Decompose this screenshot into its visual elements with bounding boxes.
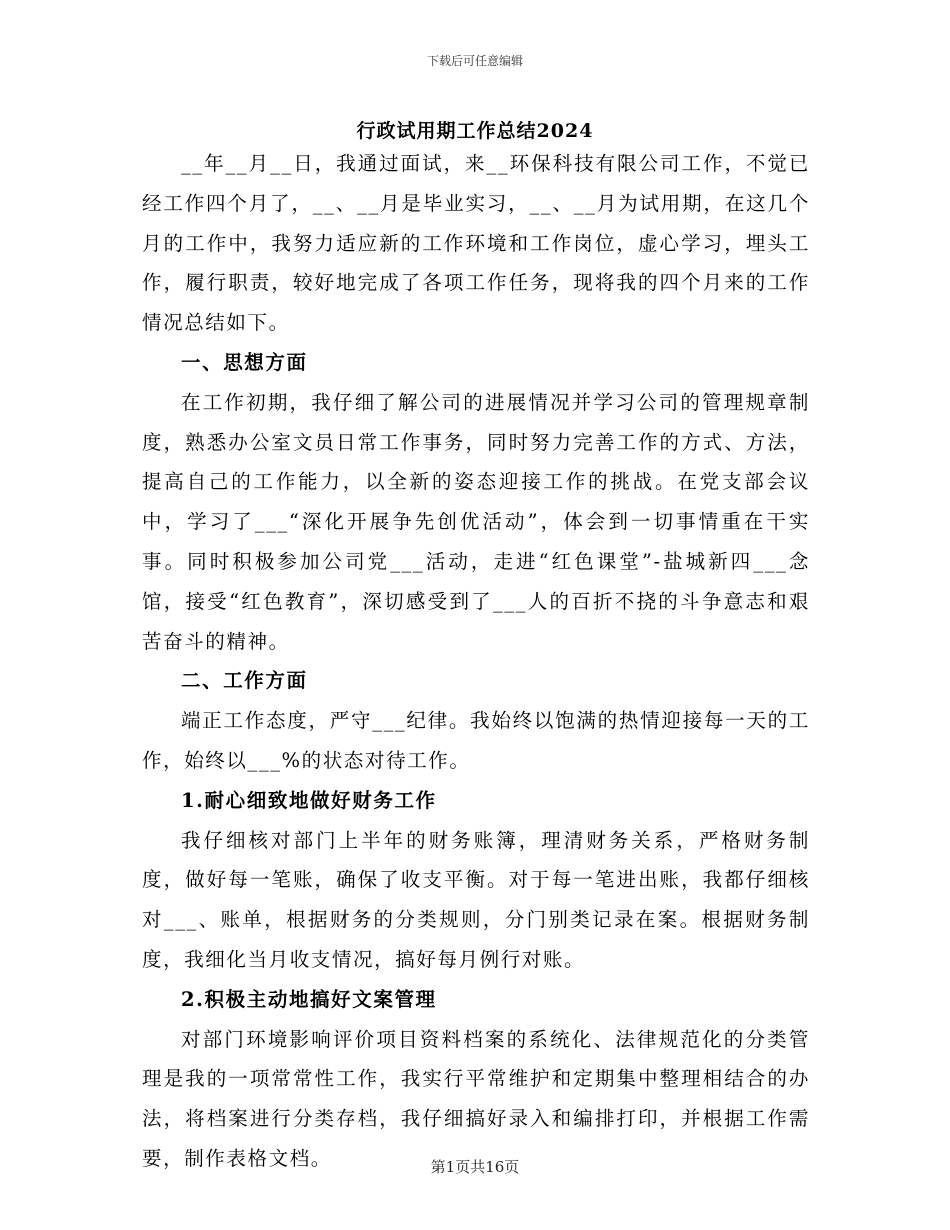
section-heading-work: 二、工作方面 xyxy=(181,669,308,693)
section-paragraph-thoughts: 在工作初期，我仔细了解公司的进展情况并学习公司的管理规章制度，熟悉办公室文员日常工作事务，同时努力完善工作的方式、方法，提高自己的工作能力，以全新的姿态迎接工作的挑战。在党支部会议中，学习了___“深化开展争先创优活动”，体会到一切事情重在干实事。同时积极参加公司党___活动，走进“红色课堂”-盐城新四___念馆，接受“红色教育”，深切感受到了___人的百折不挠的斗争意志和艰苦奋斗的精神。 xyxy=(142,390,810,653)
intro-paragraph: __年__月__日，我通过面试，来__环保科技有限公司工作，不觉已经工作四个月了，__、__月是毕业实习，__、__月为试用期，在这几个月的工作中，我努力适应新的工作环境和工作岗位，虚心学习，埋头工作，履行职责，较好地完成了各项工作任务，现将我的四个月来的工作情况总结如下。 xyxy=(142,152,810,335)
header-note: 下载后可任意编辑 xyxy=(426,54,523,68)
subsection-paragraph-finance: 我仔细核对部门上半年的财务账簿，理清财务关系，严格财务制度，做好每一笔账，确保了收支平衡。对于每一笔进出账，我都仔细核对___、账单，根据财务的分类规则，分门别类记录在案。根据财务制度，我细化当月收支情况，搞好每月例行对账。 xyxy=(142,828,810,971)
page-number: 第1页共16页 xyxy=(430,1158,520,1176)
subsection-heading-archives: 2.积极主动地搞好文案管理 xyxy=(181,987,437,1011)
document-body xyxy=(142,144,810,1179)
document-title: 行政试用期工作总结2024 xyxy=(356,120,594,142)
subsection-paragraph-archives: 对部门环境影响评价项目资料档案的系统化、法律规范化的分类管理是我的一项常常性工作，我实行平常维护和定期集中整理相结合的办法，将档案进行分类存档，我仔细搞好录入和编排打印，并根据工作需要，制作表格文档。 xyxy=(142,1027,810,1170)
subsection-heading-finance: 1.耐心细致地做好财务工作 xyxy=(181,788,437,812)
section-heading-thoughts: 一、思想方面 xyxy=(181,350,308,374)
section-paragraph-work: 端正工作态度，严守___纪律。我始终以饱满的热情迎接每一天的工作，始终以___%的状态对待工作。 xyxy=(142,709,810,772)
